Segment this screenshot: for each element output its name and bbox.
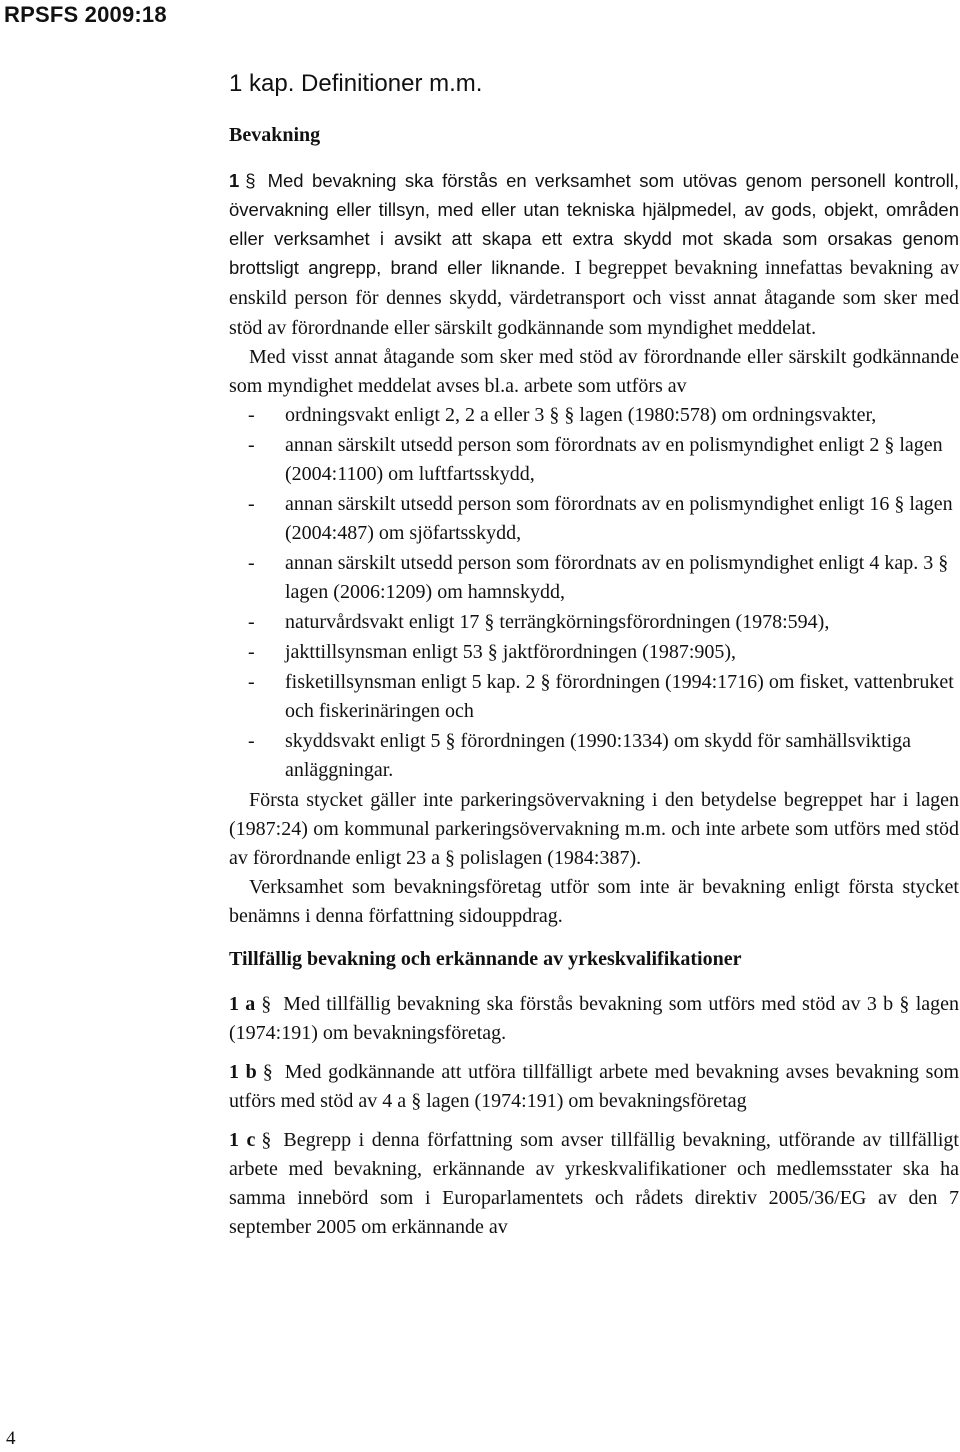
list-item	[229, 668, 959, 726]
section-sign-icon: §	[411, 1090, 422, 1112]
section-sign-icon: §	[261, 993, 272, 1015]
section-1a-text-pre: Med tillfällig bevakning ska förstås bevakning som utförs med stöd av 3 b	[283, 993, 894, 1015]
section-number: 1	[229, 170, 240, 191]
section-sign-icon: §	[261, 1129, 272, 1151]
paragraph-1b	[229, 1058, 959, 1116]
document-body	[229, 70, 959, 1242]
list-dash: -	[248, 404, 255, 426]
list-item-pre: jakttillsynsman enligt 53	[285, 641, 483, 663]
section-sign-icon: §	[899, 993, 910, 1015]
paragraph-3-post: polislagen (1984:387).	[460, 847, 642, 869]
list-item-post: lagen (1980:578) om ordningsvakter,	[579, 404, 877, 426]
paragraph-1c	[229, 1126, 959, 1242]
list-item	[229, 549, 959, 607]
section-number: 1 c	[229, 1129, 256, 1151]
section-sign-icon: §	[938, 552, 949, 574]
list-item-post: förordningen (1994:1716) om fisket, vattenbruket och fiskerinäringen och	[285, 671, 954, 722]
section-number: 1 b	[229, 1061, 257, 1083]
list-item-post: lagen (2006:1209) om hamnskydd,	[285, 581, 565, 603]
paragraph-1-section	[229, 166, 959, 343]
list-item-post: terrängkörningsförordningen (1978:594),	[499, 611, 830, 633]
paragraph-3	[229, 786, 959, 873]
list-item	[229, 401, 959, 430]
paragraph-4: Verksamhet som bevakningsföretag utför som inte är bevakning enligt första stycket benämns i denna författning sidouppdrag.	[229, 876, 959, 927]
list-item-post: lagen (2004:487) om sjöfartsskydd,	[285, 493, 953, 544]
section-1-text: Med bevakning ska förstås en verksamhet som utövas genom personell kontroll, övervakning eller tillsyn, med eller utan tekniska hjälpmedel, av gods, objekt, områden eller verksamhet i avsikt att skapa ett extra skydd mot skada som orsakas genom brottsligt angrepp, brand eller liknande.	[229, 170, 959, 278]
section-1c-text: Begrepp i denna författning som avser tillfällig bevakning, utförande av tillfälligt arbete med bevakning, erkännande av yrkeskvalifikationer och medlemsstater ska ha samma innebörd som i Europarlamentets och rådets direktiv 2005/36/EG av den 7 september 2005 om erkännande av	[229, 1129, 959, 1238]
section-sign-icon: §	[484, 611, 495, 633]
section-sign-icon: §	[540, 671, 551, 693]
list-item-pre: fisketillsynsman enligt 5 kap. 2	[285, 671, 536, 693]
section-heading-tillfallig: Tillfällig bevakning och erkännande av yrkeskvalifikationer	[229, 948, 742, 970]
list-item-pre: ordningsvakt enligt 2, 2 a eller 3	[285, 404, 545, 426]
section-sign-icon: §	[245, 170, 256, 191]
list-item-pre: skyddsvakt enligt 5	[285, 730, 441, 752]
list-dash: -	[248, 434, 255, 456]
section-sign-icon: §	[445, 847, 456, 869]
paragraph-3-pre: Första stycket gäller inte parkeringsövervakning i den betydelse begreppet har i lagen (1987:24) om kommunal parkeringsövervakning m.m. och inte arbete som utförs med stöd av förordnande enligt 23 a	[229, 789, 959, 869]
chapter-title: 1 kap. Definitioner m.m.	[229, 70, 483, 97]
section-1a-text-post: lagen (1974:191) om bevakningsföretag.	[229, 993, 960, 1044]
section-heading-bevakning: Bevakning	[229, 124, 321, 146]
document-id-header: RPSFS 2009:18	[4, 2, 167, 27]
list-dash: -	[248, 493, 255, 515]
list-item-post: förordningen (1990:1334) om skydd för samhällsviktiga anläggningar.	[285, 730, 912, 781]
section-sign-icon: §	[487, 641, 498, 663]
section-sign-icon: § §	[549, 404, 575, 426]
list-item-pre: annan särskilt utsedd person som förordnats av en polismyndighet enligt 16	[285, 493, 890, 515]
page-number: 4	[6, 1428, 16, 1449]
list-item	[229, 638, 959, 667]
section-sign-icon: §	[445, 730, 456, 752]
list-dash: -	[248, 552, 255, 574]
list-item	[229, 608, 959, 637]
section-sign-icon: §	[262, 1061, 273, 1083]
paragraph-2: Med visst annat åtagande som sker med stöd av förordnande eller särskilt godkännande som myndighet meddelat avses bl.a. arbete som utförs av	[229, 346, 959, 397]
section-number: 1 a	[229, 993, 256, 1015]
section-1b-text-pre: Med godkännande att utföra tillfälligt arbete med bevakning avses bevakning som utförs med stöd av 4 a	[229, 1061, 960, 1112]
paragraph-1a	[229, 990, 959, 1048]
list-item	[229, 727, 959, 785]
list-dash: -	[248, 641, 255, 663]
list-item-pre: annan särskilt utsedd person som förordnats av en polismyndighet enligt 4 kap. 3	[285, 552, 934, 574]
section-sign-icon: §	[894, 493, 905, 515]
section-1-text-continued: I begreppet bevakning innefattas bevakning av enskild person för dennes skydd, värdetransport och visst annat åtagande som sker med stöd av förordnande eller särskilt godkännande som myndighet meddelat.	[229, 257, 960, 339]
duty-list	[229, 401, 959, 785]
section-sign-icon: §	[884, 434, 895, 456]
list-item-pre: naturvårdsvakt enligt 17	[285, 611, 480, 633]
list-item-post: lagen (2004:1100) om luftfartsskydd,	[285, 434, 943, 485]
list-item	[229, 431, 959, 489]
list-dash: -	[248, 730, 255, 752]
list-item-post: jaktförordningen (1987:905),	[502, 641, 737, 663]
section-1b-text-post: lagen (1974:191) om bevakningsföretag	[426, 1090, 747, 1112]
list-dash: -	[248, 611, 255, 633]
list-item	[229, 490, 959, 548]
list-item-pre: annan särskilt utsedd person som förordnats av en polismyndighet enligt 2	[285, 434, 880, 456]
list-dash: -	[248, 671, 255, 693]
